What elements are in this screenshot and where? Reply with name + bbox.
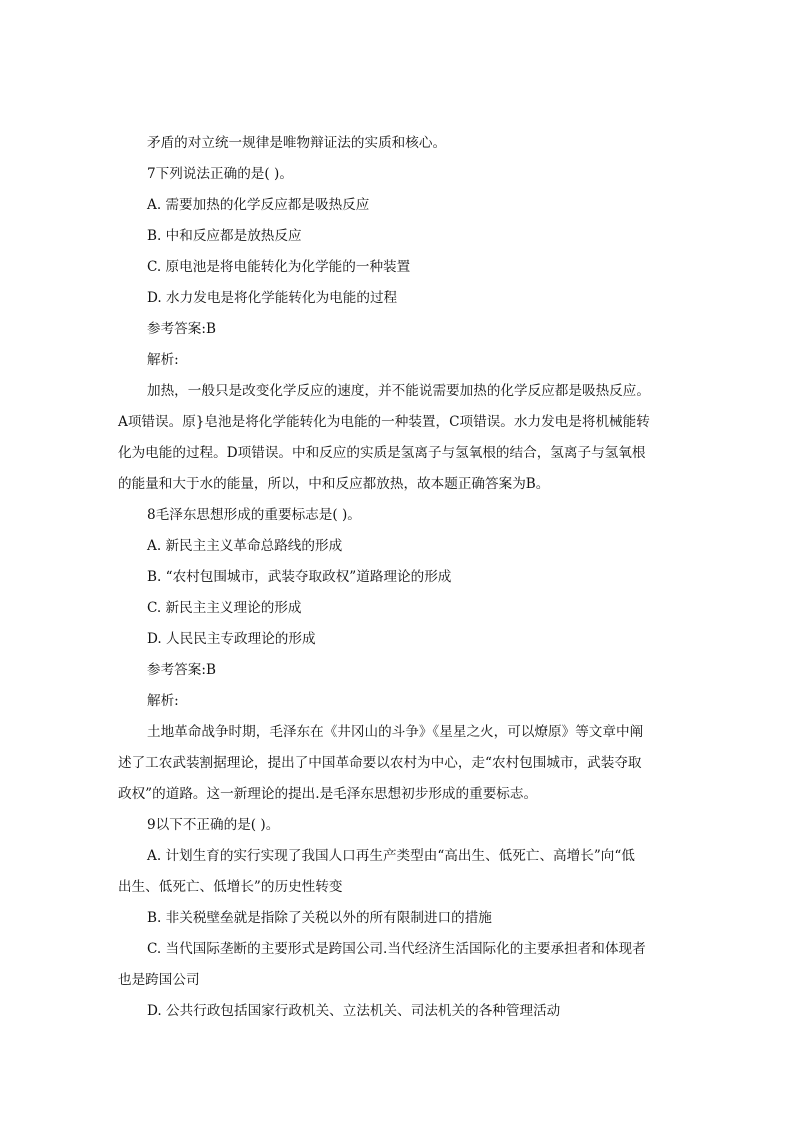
question-8-answer: 参考答案:B bbox=[147, 662, 216, 678]
question-9-option-c: C. 当代国际垄断的主要形式是跨国公司.当代经济生活国际化的主要承担者和体现者 bbox=[147, 941, 646, 957]
question-8-stem: 8毛泽东思想形成的重要标志是( )。 bbox=[147, 507, 361, 523]
question-7-analysis-line: 化为电能的过程。D项错误。中和反应的实质是氢离子与氢氧根的结合，氢离子与氢氧根 bbox=[118, 445, 646, 461]
question-8-analysis-line: 述了工农武装割据理论，提出了中国革命要以农村为中心，走“农村包围城市，武装夺取 bbox=[118, 755, 642, 771]
question-8-analysis-line: 土地革命战争时期，毛泽东在《井冈山的斗争》《星星之火，可以燎原》等文章中阐 bbox=[147, 724, 644, 740]
question-7-analysis-line: 的能量和大于水的能量，所以，中和反应都放热，故本题正确答案为B。 bbox=[118, 476, 550, 492]
question-7-analysis-label: 解析: bbox=[147, 352, 179, 368]
document-body bbox=[118, 128, 678, 1027]
question-7-option-c: C. 原电池是将电能转化为化学能的一种装置 bbox=[147, 259, 411, 275]
question-7-option-a: A. 需要加热的化学反应都是吸热反应 bbox=[147, 197, 370, 213]
question-7-analysis-line: 加热，一般只是改变化学反应的速度，并不能说需要加热的化学反应都是吸热反应。 bbox=[147, 383, 650, 399]
question-7-option-d: D. 水力发电是将化学能转化为电能的过程 bbox=[147, 290, 398, 306]
question-8-option-c: C. 新民主主义理论的形成 bbox=[147, 600, 302, 616]
question-7-option-b: B. 中和反应都是放热反应 bbox=[147, 228, 302, 244]
intro-text: 矛盾的对立统一规律是唯物辩证法的实质和核心。 bbox=[147, 135, 447, 151]
question-8-option-a: A. 新民主主义革命总路线的形成 bbox=[147, 538, 343, 554]
question-9-stem: 9以下不正确的是( )。 bbox=[147, 817, 280, 833]
question-9-option-a: A. 计划生育的实行实现了我国人口再生产类型由“高出生、低死亡、高增长”向“低 bbox=[147, 848, 635, 864]
question-8-option-d: D. 人民民主专政理论的形成 bbox=[147, 631, 316, 647]
question-7-analysis-line: A项错误。原}皂池是将化学能转化为电能的一种装置，C项错误。水力发电是将机械能转 bbox=[118, 414, 650, 430]
question-8-analysis-label: 解析: bbox=[147, 693, 179, 709]
question-9-option-c-continued: 也是跨国公司 bbox=[118, 972, 200, 988]
question-9-option-a-continued: 出生、低死亡、低增长”的历史性转变 bbox=[118, 879, 343, 895]
question-7-answer: 参考答案:B bbox=[147, 321, 216, 337]
question-8-option-b: B. “农村包围城市，武装夺取政权”道路理论的形成 bbox=[147, 569, 452, 585]
question-9-option-b: B. 非关税壁垒就是指除了关税以外的所有限制进口的措施 bbox=[147, 910, 492, 926]
question-8-analysis-line: 政权”的道路。这一新理论的提出.是毛泽东思想初步形成的重要标志。 bbox=[118, 786, 538, 802]
question-9-option-d: D. 公共行政包括国家行政机关、立法机关、司法机关的各种管理活动 bbox=[147, 1003, 561, 1019]
question-7-stem: 7下列说法正确的是( )。 bbox=[147, 166, 293, 182]
